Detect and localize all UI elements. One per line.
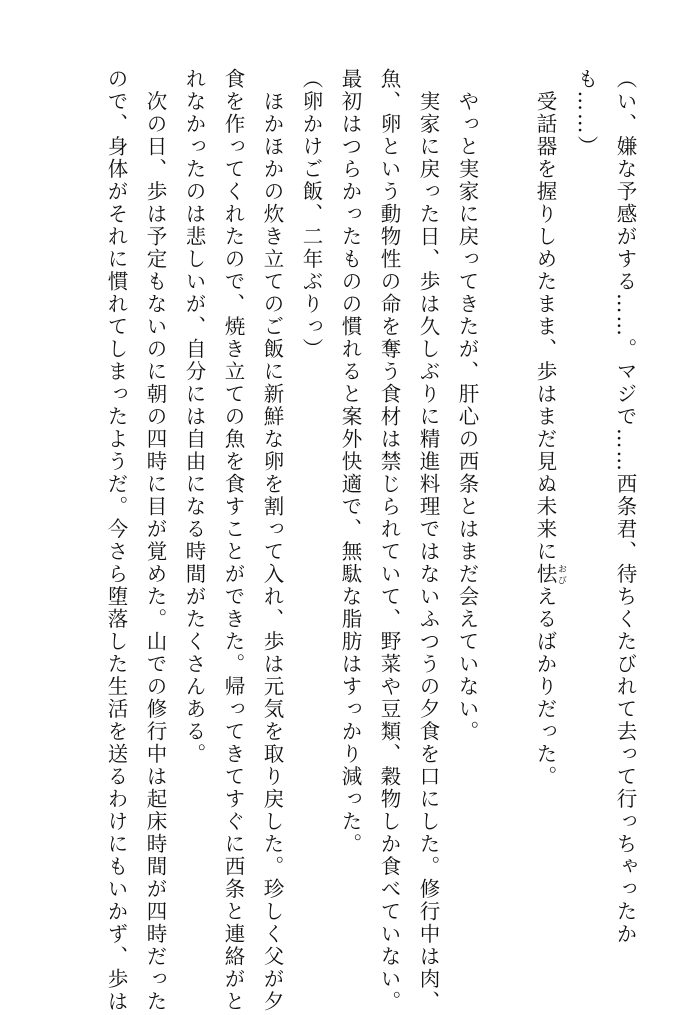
- text-line-8: 最初はつらかったものの慣れると案外快適で、無駄な脂肪はすっかり減った。: [338, 68, 362, 856]
- text-line-9: （卵かけご飯、二年ぶりっ）: [299, 68, 323, 361]
- text-line-5: やっと実家に戻ってきたが、肝心の西条とはまだ会えていない。: [455, 68, 479, 743]
- vertical-text-body: [96, 68, 644, 1013]
- ruby-word: [533, 563, 566, 586]
- text-line-11: 食を作ってくれたので、焼き立ての魚を食すことができた。帰ってきてすぐに西条と連絡がと: [221, 68, 245, 1013]
- text-line-1: （い、嫌な予感がする……。マジで……西条君、待ちくたびれて去って行っちゃったか: [613, 68, 637, 946]
- text-line-2: も……）: [574, 68, 598, 158]
- text-line-7: 魚、卵という動物性の命を奪う食材は禁じられていて、野菜や豆類、穀物しか食べていない。: [377, 68, 401, 1013]
- blank-line: [486, 68, 525, 69]
- text-line-3-end: えるばかりだった。: [533, 585, 557, 788]
- text-line-12: れなかったのは悲しいが、自分には自由になる時間がたくさんある。: [182, 68, 206, 766]
- text-line-14: ので、身体がそれに慣れてしまったようだ。今さら堕落した生活を送るわけにもいかず、歩は: [104, 68, 128, 1013]
- ruby-reading: おび: [556, 563, 566, 586]
- text-line-10: ほかほかの炊き立てのご飯に新鮮な卵を割って入れ、歩は元気を取り戻した。珍しく父が夕: [260, 68, 284, 1013]
- text-line-6: 実家に戻った日、歩は久しぶりに精進料理ではないふつうの夕食を口にした。修行中は肉、: [416, 68, 440, 1013]
- text-line-13: 次の日、歩は予定もないのに朝の四時に目が覚めた。山での修行中は起床時間が四時だった: [143, 68, 167, 1013]
- ruby-base: 怯: [533, 563, 557, 586]
- text-line-3: [525, 68, 566, 968]
- text-line-3-start: 受話器を握りしめたまま、歩はまだ見ぬ未来に: [533, 68, 557, 563]
